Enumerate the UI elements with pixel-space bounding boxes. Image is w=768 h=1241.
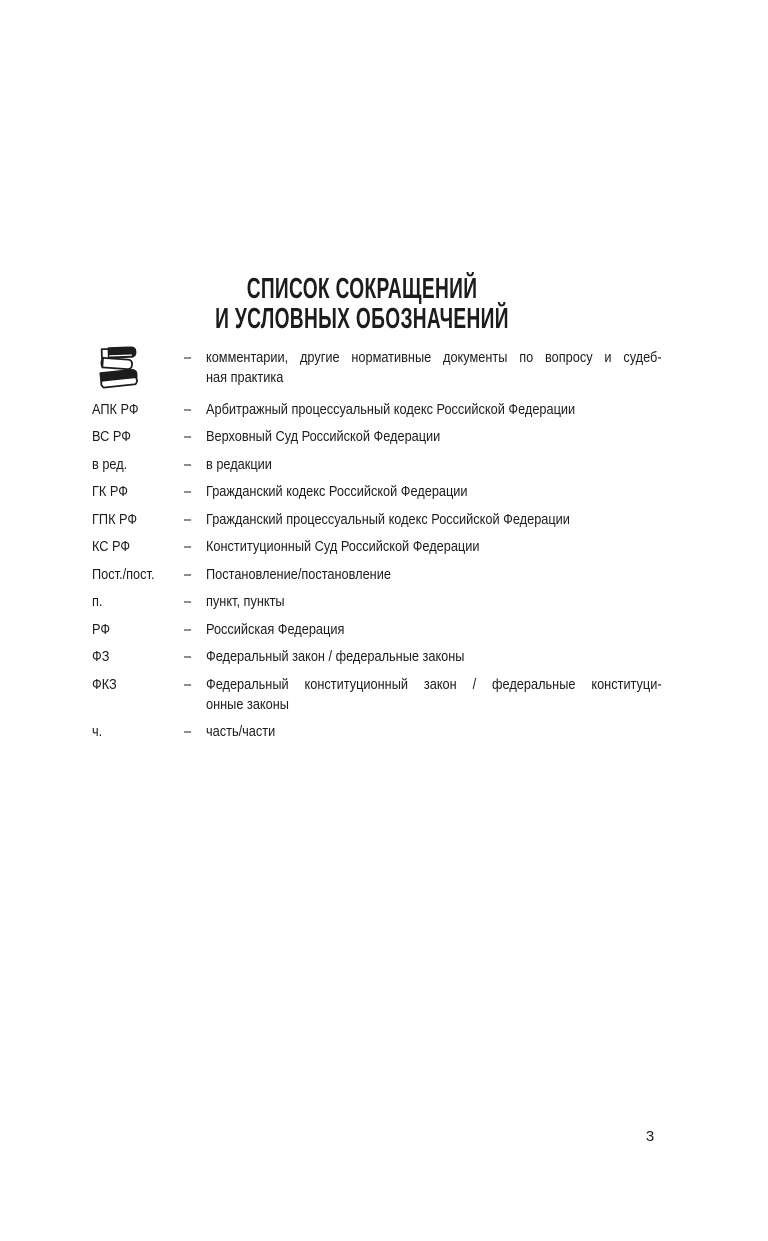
abbreviation-term: ГПК РФ: [92, 510, 138, 528]
page-title-line-2: И УСЛОВНЫХ ОБОЗНАЧЕНИЙ: [215, 303, 509, 335]
dash-cell: [184, 647, 206, 667]
description-line: Верховный Суд Российской Федерации: [206, 428, 441, 445]
abbreviation-term: п.: [92, 593, 103, 610]
description: [206, 348, 662, 388]
list-item: [92, 647, 662, 667]
abbreviation-cell: [92, 722, 184, 742]
abbreviation-cell: [92, 592, 184, 612]
description-cell: [206, 647, 742, 667]
dash-separator: –: [184, 648, 192, 665]
dash-cell: [184, 722, 206, 742]
list-item: [92, 722, 662, 742]
dash-separator: –: [184, 428, 192, 445]
page-title: [123, 274, 601, 334]
abbreviation-cell: [92, 455, 184, 475]
description-cell: [206, 675, 742, 715]
description-cell: [206, 510, 742, 530]
description-line: онные законы: [206, 695, 289, 713]
dash-cell: [184, 565, 206, 585]
dash-separator: –: [184, 455, 192, 473]
dash-separator: –: [184, 723, 192, 740]
description: [206, 620, 662, 640]
list-item: [92, 620, 662, 640]
list-item: [92, 400, 662, 420]
dash-cell: [184, 537, 206, 557]
description: [206, 722, 662, 742]
dash-cell: [184, 348, 206, 368]
books-stack-icon: [94, 345, 146, 392]
page-title-line-1: СПИСОК СОКРАЩЕНИЙ: [246, 273, 478, 305]
dash-separator: –: [184, 620, 192, 638]
list-item: [92, 537, 662, 557]
description-line: часть/части: [206, 723, 276, 740]
description-cell: [206, 565, 742, 585]
dash-separator: –: [184, 538, 192, 555]
abbreviation-cell: [92, 482, 184, 502]
abbreviation-list: [92, 348, 662, 750]
abbreviation-cell: [92, 510, 184, 530]
dash-separator: –: [184, 349, 192, 366]
description-line: Конституционный Суд Российской Федерации: [206, 538, 480, 555]
dash-cell: [184, 455, 206, 475]
description: [206, 482, 662, 502]
description: [206, 427, 662, 447]
abbreviation-cell: [92, 348, 184, 392]
abbreviation-term: АПК РФ: [92, 400, 139, 418]
description: [206, 510, 662, 530]
dash-cell: [184, 482, 206, 502]
description: [206, 537, 662, 557]
dash-cell: [184, 620, 206, 640]
dash-separator: –: [184, 593, 192, 610]
list-item: [92, 348, 662, 392]
abbreviation-term: ГК РФ: [92, 483, 128, 500]
list-item: [92, 675, 662, 715]
abbreviation-cell: [92, 647, 184, 667]
description-cell: [206, 400, 742, 420]
abbreviation-term: КС РФ: [92, 538, 131, 555]
description-line: ная практика: [206, 369, 284, 386]
dash-separator: –: [184, 483, 192, 500]
description-line: Гражданский процессуальный кодекс Российской Федерации: [206, 510, 570, 528]
description-cell: [206, 537, 742, 557]
abbreviation-cell: [92, 620, 184, 640]
abbreviation-term: ФКЗ: [92, 675, 117, 693]
abbreviation-cell: [92, 400, 184, 420]
description: [206, 455, 662, 475]
dash-separator: –: [184, 565, 192, 583]
description: [206, 400, 662, 420]
description-cell: [206, 592, 742, 612]
abbreviation-term: РФ: [92, 620, 111, 638]
description-cell: [206, 722, 742, 742]
dash-cell: [184, 400, 206, 420]
abbreviation-term: ФЗ: [92, 648, 110, 665]
dash-cell: [184, 675, 206, 695]
abbreviation-term: в ред.: [92, 455, 128, 473]
list-item: [92, 510, 662, 530]
description-line: Российская Федерация: [206, 620, 345, 638]
description-cell: [206, 620, 742, 640]
list-item: [92, 427, 662, 447]
description: [206, 592, 662, 612]
abbreviation-cell: [92, 537, 184, 557]
description-line: Арбитражный процессуальный кодекс Российской Федерации: [206, 400, 576, 418]
abbreviation-term: ВС РФ: [92, 428, 131, 445]
description-line: комментарии, другие нормативные документы по вопросу и судеб-: [206, 349, 662, 366]
description: [206, 675, 662, 715]
abbreviation-cell: [92, 675, 184, 695]
dash-separator: –: [184, 675, 192, 693]
page-number: 3: [645, 1128, 655, 1145]
description-line: Федеральный конституционный закон / федеральные конституци-: [206, 675, 662, 693]
description-cell: [206, 482, 742, 502]
list-item: [92, 565, 662, 585]
description: [206, 647, 662, 667]
dash-cell: [184, 427, 206, 447]
description-line: в редакции: [206, 455, 272, 473]
abbreviation-term: Пост./пост.: [92, 565, 155, 583]
description-cell: [206, 427, 742, 447]
dash-separator: –: [184, 400, 192, 418]
description-line: Гражданский кодекс Российской Федерации: [206, 483, 468, 500]
list-item: [92, 592, 662, 612]
description-line: Постановление/постановление: [206, 565, 391, 583]
abbreviation-term: ч.: [92, 723, 103, 740]
description-line: пункт, пункты: [206, 593, 285, 610]
description-line: Федеральный закон / федеральные законы: [206, 648, 465, 665]
description: [206, 565, 662, 585]
description-cell: [206, 455, 742, 475]
abbreviation-cell: [92, 565, 184, 585]
list-item: [92, 482, 662, 502]
dash-cell: [184, 592, 206, 612]
abbreviation-cell: [92, 427, 184, 447]
dash-cell: [184, 510, 206, 530]
dash-separator: –: [184, 510, 192, 528]
list-item: [92, 455, 662, 475]
description-cell: [206, 348, 742, 388]
